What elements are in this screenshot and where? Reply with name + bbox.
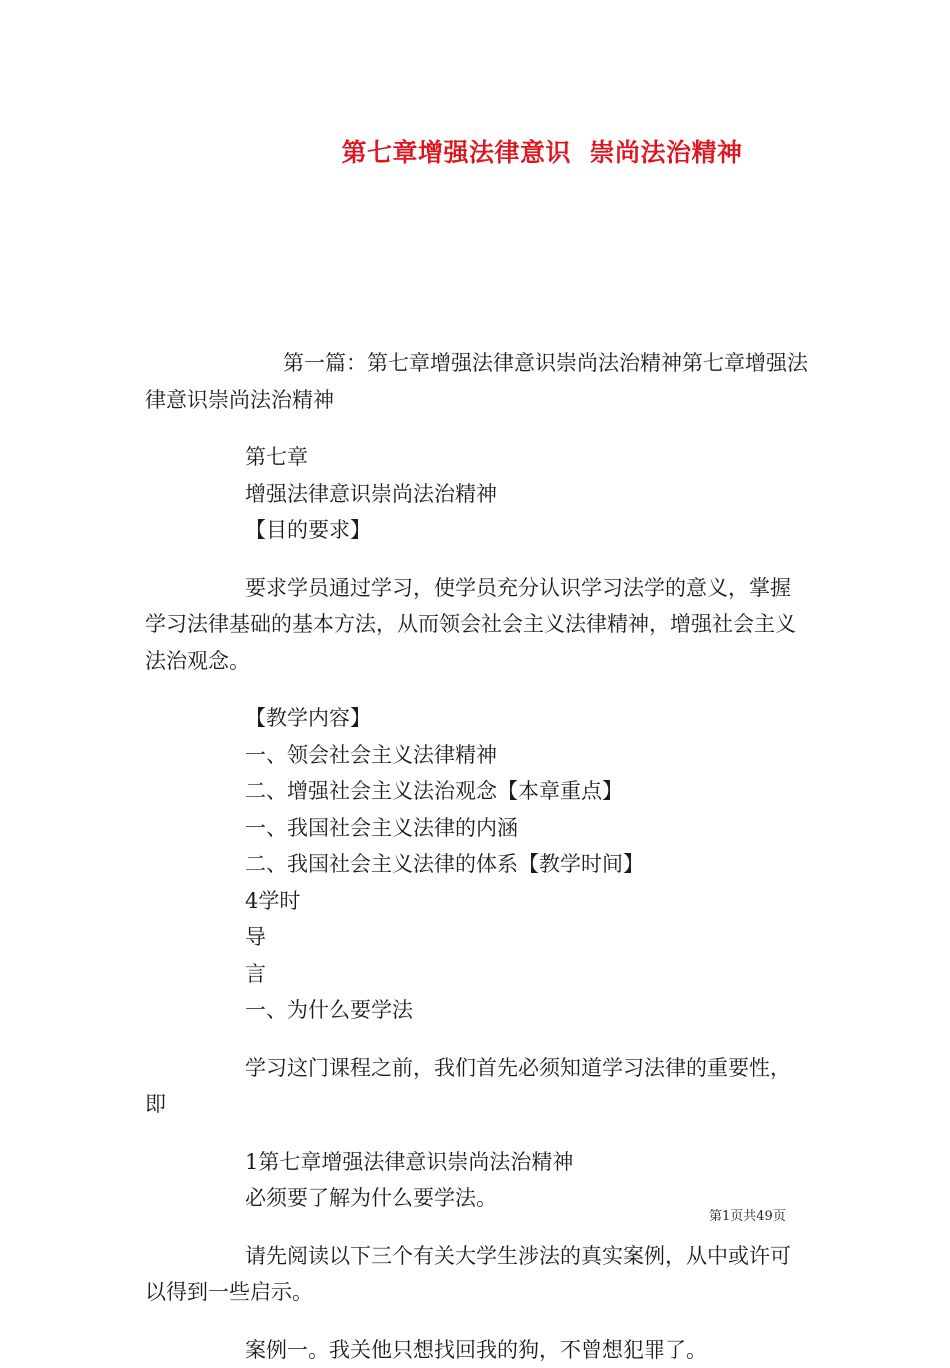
paragraph-intro-1: 导 bbox=[145, 919, 810, 956]
paragraph-chapter-ref: 1第七章增强法律意识崇尚法治精神 bbox=[145, 1144, 810, 1181]
paragraph-must-know: 必须要了解为什么要学法。 bbox=[145, 1180, 810, 1217]
paragraph-cases-intro: 请先阅读以下三个有关大学生涉法的真实案例，从中或许可以得到一些启示。 bbox=[145, 1238, 810, 1311]
paragraph-hours: 4学时 bbox=[145, 883, 810, 920]
paragraph-content-2: 二、增强社会主义法治观念【本章重点】 bbox=[145, 773, 810, 810]
paragraph-why-heading: 一、为什么要学法 bbox=[145, 992, 810, 1029]
paragraph-intro-2: 言 bbox=[145, 956, 810, 993]
paragraph-case-1: 案例一。我关他只想找回我的狗，不曾想犯罪了。 bbox=[145, 1332, 810, 1368]
paragraph-objectives-heading: 【目的要求】 bbox=[145, 512, 810, 549]
document-title: 第七章增强法律意识 崇尚法治精神 bbox=[0, 133, 950, 169]
paragraph-chapter-title: 增强法律意识崇尚法治精神 bbox=[145, 476, 810, 513]
paragraph-key-2: 二、我国社会主义法律的体系【教学时间】 bbox=[145, 846, 810, 883]
paragraph-chapter: 第七章 bbox=[145, 439, 810, 476]
paragraph-first-article: 第一篇：第七章增强法律意识崇尚法治精神第七章增强法律意识崇尚法治精神 bbox=[145, 345, 810, 418]
paragraph-why-text: 学习这门课程之前，我们首先必须知道学习法律的重要性，即 bbox=[145, 1050, 810, 1123]
paragraph-content-heading: 【教学内容】 bbox=[145, 700, 810, 737]
paragraph-content-1: 一、领会社会主义法律精神 bbox=[145, 737, 810, 774]
page-footer: 第1页共49页 bbox=[709, 1205, 786, 1224]
paragraph-objectives: 要求学员通过学习，使学员充分认识学习法学的意义，掌握学习法律基础的基本方法，从而领会社会主义法律精神，增强社会主义法治观念。 bbox=[145, 570, 810, 680]
paragraph-key-1: 一、我国社会主义法律的内涵 bbox=[145, 810, 810, 847]
